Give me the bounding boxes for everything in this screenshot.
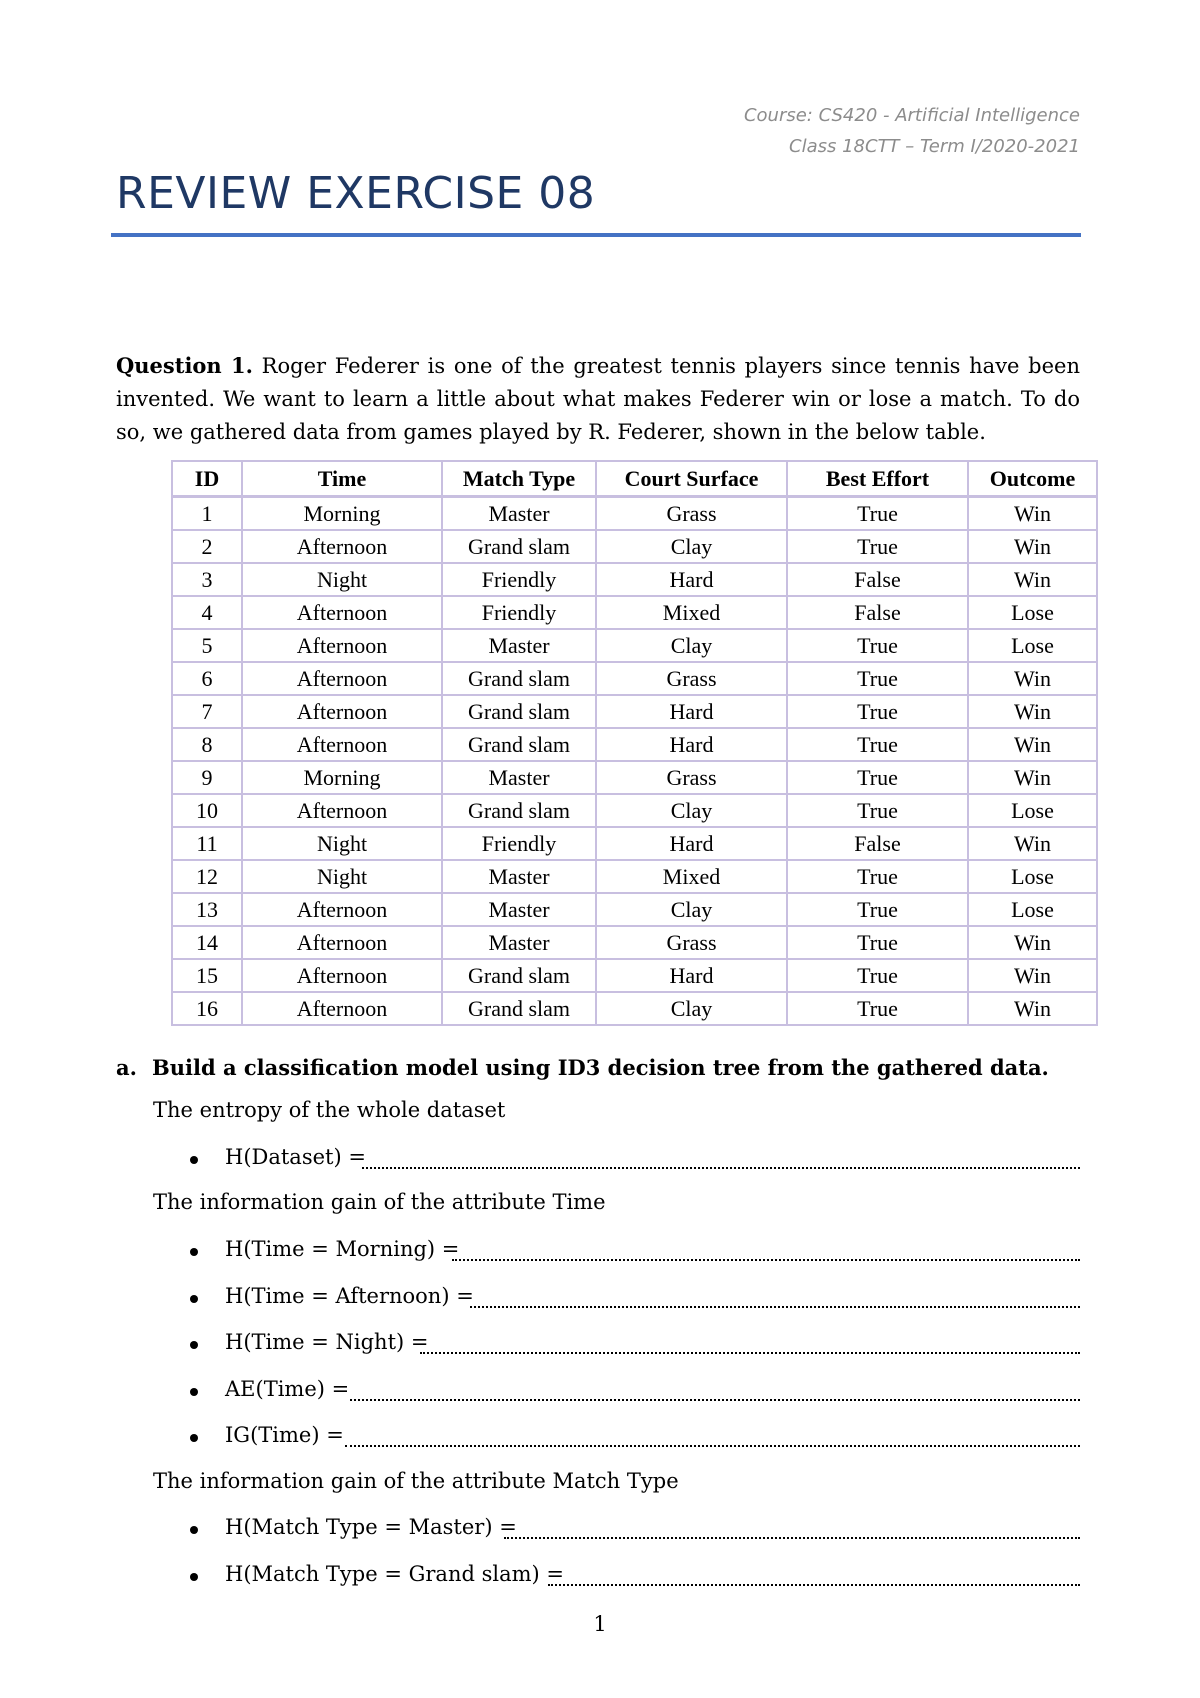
cell-time: Afternoon [242, 530, 442, 563]
table-row [172, 629, 1097, 662]
cell-time: Afternoon [242, 893, 442, 926]
cell-id: 13 [172, 893, 242, 926]
cell-time: Night [242, 860, 442, 893]
question-text: Roger Federer is one of the greatest tennis players since tennis have been invented. We want to learn a little about what makes Federer win or lose a match. To do so, we gathered data from games played by R. Federer, shown in the below table. [116, 354, 1081, 444]
cell-time: Afternoon [242, 695, 442, 728]
cell-time: Afternoon [242, 596, 442, 629]
cell-court-surface: Grass [596, 926, 787, 959]
entropy-dataset-item [0, 1145, 1200, 1175]
time-ig-item [0, 1423, 1200, 1453]
cell-best-effort: True [787, 860, 968, 893]
cell-court-surface: Hard [596, 728, 787, 761]
col-match-type: Match Type [442, 461, 596, 497]
bullet-icon [190, 1248, 198, 1256]
bullet-icon [190, 1341, 198, 1349]
cell-court-surface: Clay [596, 893, 787, 926]
cell-outcome: Win [968, 563, 1097, 596]
cell-time: Afternoon [242, 728, 442, 761]
course-header [744, 100, 1080, 162]
cell-id: 5 [172, 629, 242, 662]
cell-best-effort: True [787, 530, 968, 563]
time-morning-item [0, 1237, 1200, 1267]
cell-court-surface: Hard [596, 563, 787, 596]
col-id: ID [172, 461, 242, 497]
answer-blank[interactable] [362, 1167, 1080, 1169]
table-row [172, 860, 1097, 893]
cell-best-effort: True [787, 794, 968, 827]
cell-id: 3 [172, 563, 242, 596]
bullet-label: IG(Time) = [225, 1423, 344, 1447]
match-master-item [0, 1515, 1200, 1545]
bullet-label: H(Time = Afternoon) = [225, 1284, 474, 1308]
cell-time: Morning [242, 497, 442, 531]
cell-match-type: Master [442, 860, 596, 893]
cell-match-type: Friendly [442, 563, 596, 596]
time-night-item [0, 1330, 1200, 1360]
cell-time: Night [242, 563, 442, 596]
cell-court-surface: Grass [596, 761, 787, 794]
time-ae-item [0, 1377, 1200, 1407]
bullet-icon [190, 1388, 198, 1396]
cell-court-surface: Hard [596, 827, 787, 860]
page-number: 1 [593, 1612, 607, 1636]
cell-best-effort: True [787, 992, 968, 1025]
cell-outcome: Lose [968, 794, 1097, 827]
cell-best-effort: False [787, 563, 968, 596]
cell-time: Afternoon [242, 794, 442, 827]
cell-best-effort: True [787, 761, 968, 794]
table-row [172, 563, 1097, 596]
cell-match-type: Grand slam [442, 530, 596, 563]
part-a-label: a. [116, 1055, 137, 1080]
bullet-icon [190, 1295, 198, 1303]
cell-outcome: Lose [968, 860, 1097, 893]
table-row [172, 761, 1097, 794]
cell-match-type: Master [442, 926, 596, 959]
cell-best-effort: False [787, 596, 968, 629]
cell-outcome: Win [968, 761, 1097, 794]
cell-best-effort: True [787, 695, 968, 728]
match-grandslam-item [0, 1562, 1200, 1592]
question-1 [116, 349, 1080, 449]
cell-id: 12 [172, 860, 242, 893]
bullet-label: H(Time = Night) = [225, 1330, 429, 1354]
cell-best-effort: True [787, 728, 968, 761]
cell-best-effort: True [787, 497, 968, 531]
cell-id: 6 [172, 662, 242, 695]
cell-match-type: Friendly [442, 596, 596, 629]
col-time: Time [242, 461, 442, 497]
answer-blank[interactable] [470, 1306, 1080, 1308]
cell-court-surface: Hard [596, 959, 787, 992]
question-label: Question 1. [116, 353, 253, 378]
cell-time: Morning [242, 761, 442, 794]
cell-time: Afternoon [242, 992, 442, 1025]
class-term: Class 18CTT – Term I/2020-2021 [789, 136, 1080, 157]
answer-blank[interactable] [548, 1584, 1080, 1586]
table-row [172, 959, 1097, 992]
cell-time: Afternoon [242, 629, 442, 662]
table-header-row [172, 461, 1097, 497]
cell-match-type: Master [442, 893, 596, 926]
cell-best-effort: True [787, 893, 968, 926]
part-a-heading: Build a classification model using ID3 decision tree from the gathered data. [152, 1055, 1049, 1080]
cell-time: Afternoon [242, 926, 442, 959]
cell-match-type: Grand slam [442, 959, 596, 992]
cell-id: 7 [172, 695, 242, 728]
answer-blank[interactable] [452, 1259, 1080, 1261]
cell-id: 4 [172, 596, 242, 629]
cell-best-effort: True [787, 926, 968, 959]
cell-court-surface: Mixed [596, 596, 787, 629]
time-heading: The information gain of the attribute Time [153, 1190, 606, 1214]
table-row [172, 497, 1097, 531]
cell-outcome: Win [968, 695, 1097, 728]
cell-outcome: Win [968, 827, 1097, 860]
cell-time: Afternoon [242, 959, 442, 992]
bullet-icon [190, 1156, 198, 1164]
page-title: REVIEW EXERCISE 08 [116, 168, 596, 219]
table-row [172, 728, 1097, 761]
cell-court-surface: Clay [596, 629, 787, 662]
cell-outcome: Win [968, 728, 1097, 761]
entropy-heading: The entropy of the whole dataset [153, 1098, 506, 1122]
answer-blank[interactable] [345, 1445, 1080, 1447]
cell-outcome: Win [968, 530, 1097, 563]
bullet-label: H(Time = Morning) = [225, 1237, 460, 1261]
cell-id: 16 [172, 992, 242, 1025]
cell-outcome: Win [968, 926, 1097, 959]
time-afternoon-item [0, 1284, 1200, 1314]
cell-match-type: Grand slam [442, 728, 596, 761]
cell-outcome: Win [968, 662, 1097, 695]
cell-outcome: Lose [968, 629, 1097, 662]
match-data-table [171, 460, 1098, 1026]
cell-match-type: Grand slam [442, 992, 596, 1025]
cell-best-effort: False [787, 827, 968, 860]
cell-id: 11 [172, 827, 242, 860]
cell-match-type: Master [442, 761, 596, 794]
cell-court-surface: Clay [596, 992, 787, 1025]
table-row [172, 827, 1097, 860]
cell-court-surface: Grass [596, 662, 787, 695]
cell-match-type: Grand slam [442, 794, 596, 827]
cell-match-type: Master [442, 629, 596, 662]
table-row [172, 794, 1097, 827]
answer-blank[interactable] [350, 1399, 1080, 1401]
cell-court-surface: Grass [596, 497, 787, 531]
cell-time: Afternoon [242, 662, 442, 695]
bullet-label: H(Match Type = Grand slam) = [225, 1562, 564, 1586]
table-row [172, 926, 1097, 959]
col-best-effort: Best Effort [787, 461, 968, 497]
bullet-icon [190, 1573, 198, 1581]
cell-best-effort: True [787, 662, 968, 695]
cell-id: 15 [172, 959, 242, 992]
cell-id: 1 [172, 497, 242, 531]
cell-id: 10 [172, 794, 242, 827]
cell-outcome: Win [968, 992, 1097, 1025]
cell-court-surface: Clay [596, 794, 787, 827]
cell-court-surface: Mixed [596, 860, 787, 893]
bullet-icon [190, 1526, 198, 1534]
cell-outcome: Win [968, 959, 1097, 992]
bullet-label: AE(Time) = [225, 1377, 350, 1401]
cell-court-surface: Hard [596, 695, 787, 728]
table-row [172, 596, 1097, 629]
title-underline [111, 233, 1081, 237]
answer-blank[interactable] [504, 1537, 1080, 1539]
match-type-heading: The information gain of the attribute Match Type [153, 1469, 679, 1493]
cell-best-effort: True [787, 629, 968, 662]
cell-outcome: Lose [968, 596, 1097, 629]
cell-court-surface: Clay [596, 530, 787, 563]
bullet-label: H(Match Type = Master) = [225, 1515, 517, 1539]
cell-match-type: Grand slam [442, 662, 596, 695]
col-court-surface: Court Surface [596, 461, 787, 497]
course-name: Course: CS420 - Artificial Intelligence [743, 105, 1080, 126]
table-row [172, 662, 1097, 695]
bullet-label: H(Dataset) = [225, 1145, 366, 1169]
cell-match-type: Friendly [442, 827, 596, 860]
cell-outcome: Win [968, 497, 1097, 531]
cell-id: 14 [172, 926, 242, 959]
table-row [172, 893, 1097, 926]
cell-id: 8 [172, 728, 242, 761]
bullet-icon [190, 1434, 198, 1442]
cell-id: 2 [172, 530, 242, 563]
table-row [172, 992, 1097, 1025]
cell-match-type: Master [442, 497, 596, 531]
cell-best-effort: True [787, 959, 968, 992]
table-row [172, 530, 1097, 563]
col-outcome: Outcome [968, 461, 1097, 497]
answer-blank[interactable] [420, 1352, 1080, 1354]
cell-outcome: Lose [968, 893, 1097, 926]
cell-id: 9 [172, 761, 242, 794]
cell-match-type: Grand slam [442, 695, 596, 728]
table-row [172, 695, 1097, 728]
cell-time: Night [242, 827, 442, 860]
